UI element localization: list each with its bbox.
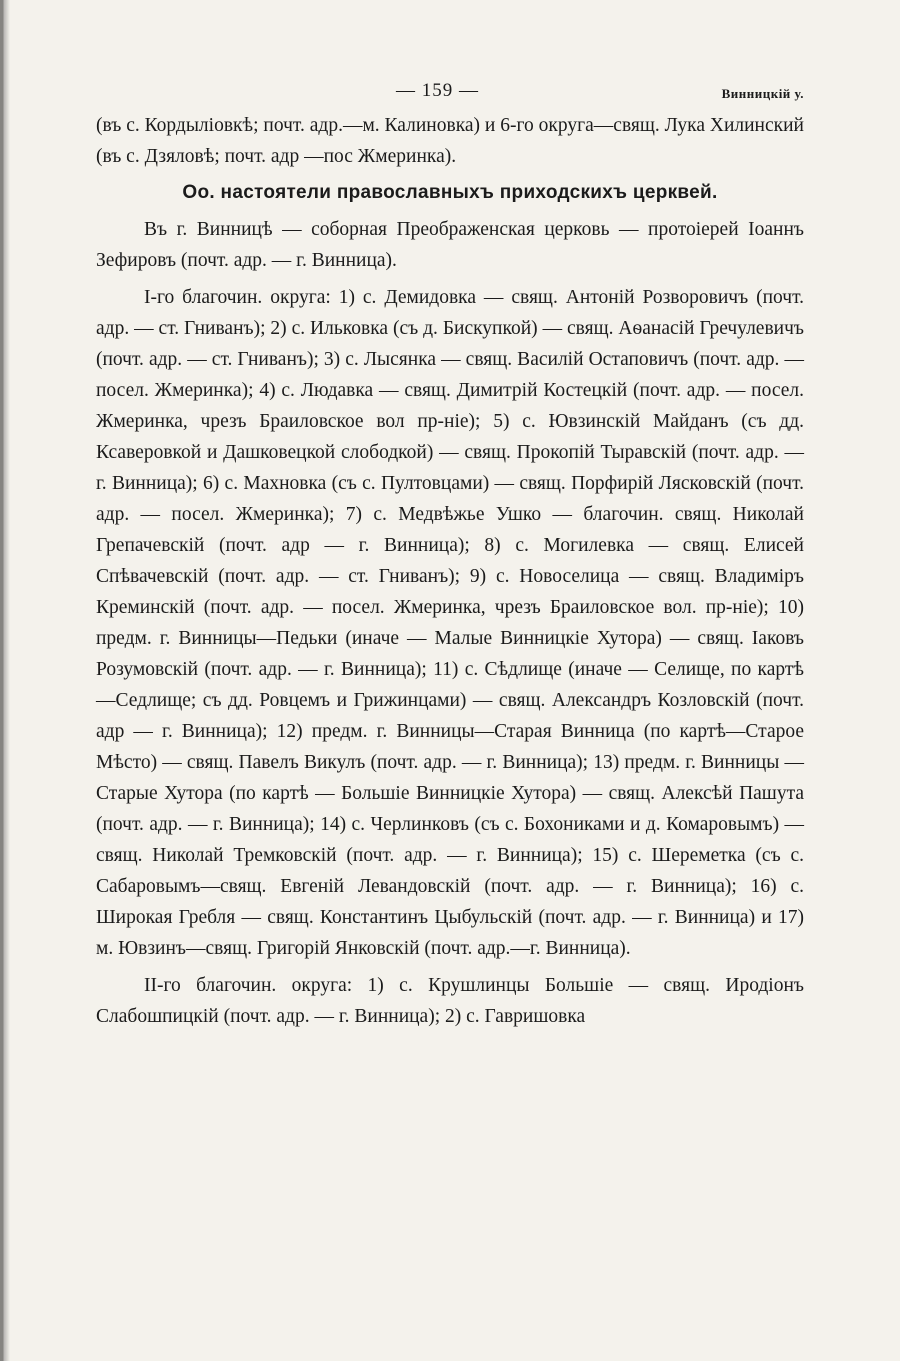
running-title: Винницкій у. — [721, 86, 804, 101]
paragraph-continuation: (въ с. Кордыліовкѣ; почт. адр.—м. Калиновка) и 6-го округа—свящ. Лука Хилинский (въ с. Дзяловѣ; почт. адр —пос Жмеринка). — [96, 115, 804, 167]
document-page — [96, 80, 804, 1320]
paragraph-district-2: ІІ-го благочин. округа: 1) с. Крушлинцы Большіе — свящ. Иродіонъ Слабошпицкій (почт. адр. — г. Винница); 2) с. Гавришовка — [96, 975, 804, 1027]
paragraph-district-1: І-го благочин. округа: 1) с. Демидовка — свящ. Антоній Розворовичъ (почт. адр. — ст. Гниванъ); 2) с. Ильковка (съ д. Бискупкой) — свящ. Аѳанасій Гречулевичъ (почт. адр. — ст. Гниванъ); 3) с. Лысянка — свящ. Василій Остаповичъ (почт. адр. — посел. Жмеринка); 4) с. Людавка — свящ. Димитрій Костецкій (почт. адр. — посел. Жмеринка, чрезъ Браиловское вол пр-ніе); 5) с. Ювзинскій Майданъ (съ дд. Ксаверовкой и Дашковецкой слободкой) — свящ. Прокопій Тыравскій (почт. адр. — г. Винница); 6) с. Махновка (съ с. Пултовцами) — свящ. Порфирій Лясковскій (почт. адр. — посел. Жмеринка); 7) с. Медвѣжье Ушко — благочин. свящ. Николай Грепачевскій (почт. адр — г. Винница); 8) с. Могилевка — свящ. Елисей Спѣвачевскій (почт. адр. — ст. Гниванъ); 9) с. Новоселица — свящ. Владиміръ Креминскій (почт. адр. — посел. Жмеринка, чрезъ Браиловское вол. пр-ніе); 10) предм. г. Винницы—Педьки (иначе — Малые Винницкіе Хутора) — свящ. Іаковъ Розумовскій (почт. адр. — г. Винница); 11) с. Сѣдлище (иначе — Селище, по картѣ—Седлище; съ дд. Ровцемъ и Грижинцами) — свящ. Александръ Козловскій (почт. адр — г. Винница); 12) предм. г. Винницы—Старая Винница (по картѣ—Старое Мѣсто) — свящ. Павелъ Викулъ (почт. адр. — г. Винница); 13) предм. г. Винницы — Старые Хутора (по картѣ — Большіе Винницкіе Хутора) — свящ. Алексѣй Пашута (почт. адр. — г. Винница); 14) с. Черлинковъ (съ с. Бохониками и д. Комаровымъ) — свящ. Николай Тремковскій (почт. адр. — г. Винница); 15) с. Шереметка (съ с. Сабаровымъ—свящ. Евгеній Левандовскій (почт. адр. — г. Винница); 16) с. Широкая Гребля — свящ. Константинъ Цыбульскій (почт. адр. — г. Винница) и 17) м. Ювзинъ—свящ. Григорій Янковскій (почт. адр.—г. Винница). — [96, 287, 804, 959]
page-number: — 159 — — [396, 80, 479, 101]
paragraph-cathedral: Въ г. Винницѣ — соборная Преображенская церковь — протоіерей Іоаннъ Зефировъ (почт. адр. — г. Винница). — [96, 219, 804, 271]
page-binding-edge — [0, 0, 10, 1361]
page-header — [96, 80, 804, 110]
section-heading: Оо. настоятели православныхъ приходскихъ церквей. — [182, 182, 718, 203]
